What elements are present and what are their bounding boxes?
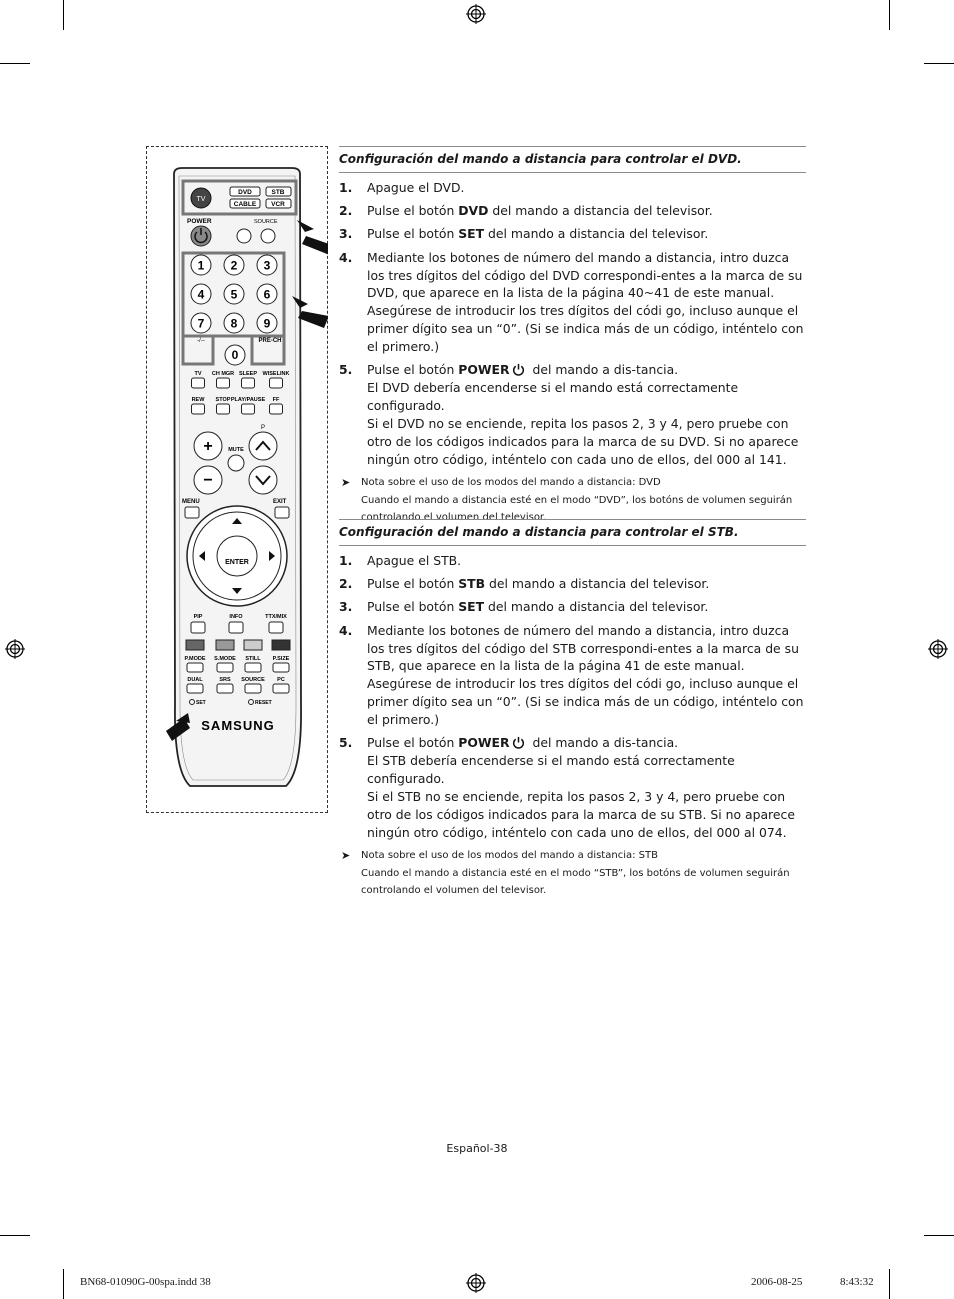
step-number: 5. [339,362,353,378]
step-text: Pulse el botón [367,735,459,751]
p-label: P [260,425,266,431]
remote-button-label: PLAY/PAUSE [230,397,266,403]
step-number: 1. [339,553,353,568]
note-text: Cuando el mando a distancia esté en el modo “STB”, los botóns de volumen seguirán controlando el volumen del televisor. [361,867,790,897]
remote-control-illustration [146,146,328,813]
note-arrow-icon: ➤ [341,849,351,863]
crop-mark [889,0,890,30]
step-text: Apague el STB. [367,553,462,568]
remote-button-label: SLEEP [238,371,258,377]
remote-button-label: WISELINK [262,371,290,377]
remote-button-label: STOP [215,397,231,403]
step-bold-text: POWER [458,362,510,378]
svg-text:−: − [203,472,213,489]
power-label: POWER [187,218,212,225]
step-text: Mediante los botones de número del mando a distancia, intro duzca los tres dígitos del código del DVD correspondi-entes a la marca de su DVD, que aparece en la lista de la página 40~41 de este manual. Asegúrese de introducir los tres dígitos del códi go, incluso aunque el primer dígito sea un “0”. (Si se indica más de un código, inténtelo con el primero.) [367,249,804,355]
step-bold-text: SET [458,599,485,615]
list-item [339,552,806,570]
remote-button-label: STILL [245,656,261,662]
footer-file: BN68-01090G-00spa.indd 38 [80,1276,211,1288]
remote-button-label: TTX/MIX [265,614,287,620]
step-text: Apague el DVD. [367,180,465,195]
mode-dvd-label: DVD [238,189,252,196]
step-text: El STB debería encenderse si el mando está correctamente configurado. [367,753,735,787]
step-text: Pulse el botón [367,599,459,615]
footer-time: 8:43:32 [840,1276,874,1288]
remote-button-label: P.SIZE [272,656,290,662]
stb-section-title: Configuración del mando a distancia para controlar el STB. [339,519,806,546]
mute-label: MUTE [228,447,244,453]
stb-steps-list [339,552,806,842]
stb-section [339,519,806,900]
svg-text:+: + [203,438,213,455]
step-number: 4. [339,249,353,265]
exit-label: EXIT [273,499,287,505]
list-item [339,179,806,197]
digit-2: 2 [230,258,238,273]
list-item [339,598,806,616]
dvd-steps-list [339,179,806,469]
step-number: 2. [339,576,353,592]
note-text: Cuando el mando a distancia esté en el modo “DVD”, los botóns de volumen seguirán controlando el volumen del televisor. [361,494,793,524]
prech-label: PRE-CH [258,338,282,344]
registration-mark-icon [928,639,948,659]
crop-mark [924,1235,954,1236]
note-arrow-icon: ➤ [341,476,351,490]
step-number: 1. [339,180,353,195]
remote-button-label: TV [194,371,202,377]
step-number: 3. [339,599,353,615]
mode-tv-label: TV [196,196,206,203]
brand-logo: SAMSUNG [201,718,275,733]
remote-button-label: PIP [193,614,203,620]
enter-label: ENTER [225,559,249,566]
crop-mark [63,0,64,30]
remote-button-label: SRS [219,677,231,683]
set-label: SET [196,700,206,706]
note-title: Nota sobre el uso de los modos del mando a distancia: DVD [361,477,661,489]
step-text: del mando a distancia del televisor. [488,203,713,219]
step-text: Pulse el botón [367,576,459,592]
crop-mark [889,1269,890,1299]
dvd-section-title: Configuración del mando a distancia para controlar el DVD. [339,146,806,173]
registration-mark-icon [466,4,486,24]
digit-4: 4 [197,287,205,302]
power-icon [512,363,525,376]
step-text: del mando a dis-tancia. [528,362,679,378]
list-item [339,734,806,841]
remote-button-label: S.MODE [214,656,236,662]
step-text: del mando a distancia del televisor. [485,576,710,592]
step-text: Mediante los botones de número del mando a distancia, intro duzca los tres dígitos del código del STB correspondi-entes a la marca de su STB, que aparece en la lista de la página 41 de este manual. Asegúrese de introducir los tres dígitos del códi go, incluso aunque el primer dígito sea un “0”. (Si se indica más de un código, inténtelo con el primero.) [367,622,804,728]
digit-0: 0 [231,348,239,362]
crop-mark [924,63,954,64]
step-text: Pulse el botón [367,226,459,242]
menu-label: MENU [182,499,200,505]
step-text: del mando a distancia del televisor. [484,226,709,242]
step-text: El DVD debería encenderse si el mando está correctamente configurado. [367,380,739,414]
step-bold-text: SET [458,226,485,242]
dvd-section [339,146,806,527]
digit-8: 8 [230,316,238,331]
remote-button-label: CH MGR [211,371,235,377]
stb-note [339,847,806,900]
step-bold-text: POWER [458,735,510,751]
crop-mark [0,1235,30,1236]
step-bold-text: DVD [458,203,489,219]
remote-button-label: PC [277,677,285,683]
remote-button-label: INFO [229,614,243,620]
step-number: 5. [339,735,353,751]
list-item [339,622,806,729]
crop-mark [0,63,30,64]
remote-button-label: FF [272,397,280,403]
list-item [339,361,806,468]
crop-mark [63,1269,64,1299]
power-icon [512,736,525,749]
list-item [339,202,806,220]
step-text: Pulse el botón [367,362,459,378]
list-item [339,225,806,243]
digit-7: 7 [197,316,205,331]
remote-button-label: REW [191,397,205,403]
remote-button-label: P.MODE [184,656,206,662]
step-text: Si el DVD no se enciende, repita los pasos 2, 3 y 4, pero pruebe con otro de los códigos indicados para la marca de su DVD. Si no aparece ningún otro código, inténtelo con cada uno de ellos, del 000 al 141. [367,416,799,467]
step-text: del mando a dis-tancia. [528,735,679,751]
list-item [339,249,806,356]
step-text: del mando a distancia del televisor. [484,599,709,615]
list-item [339,575,806,593]
footer-date: 2006-08-25 [751,1276,803,1288]
source-label: SOURCE [254,219,278,225]
step-number: 4. [339,622,353,638]
step-number: 3. [339,226,353,242]
mode-vcr-label: VCR [271,201,285,208]
digit-6: 6 [263,287,271,302]
step-text: Si el STB no se enciende, repita los pasos 2, 3 y 4, pero pruebe con otro de los códigos indicados para la marca de su STB. Si no aparece ningún otro código, inténtelo con cada uno de ellos, del 000 al 074. [367,789,795,840]
registration-mark-icon [5,639,25,659]
note-title: Nota sobre el uso de los modos del mando a distancia: STB [361,850,658,862]
remote-button-label: SOURCE [241,677,265,683]
step-text: Pulse el botón [367,203,459,219]
digit-1: 1 [197,258,205,273]
page-number: Español-38 [446,1142,508,1155]
digit-9: 9 [263,316,271,331]
dash-label: -/-- [197,338,205,344]
step-number: 2. [339,203,353,219]
digit-3: 3 [263,258,271,273]
mode-cable-label: CABLE [233,201,257,208]
step-bold-text: STB [458,576,486,592]
reset-label: RESET [255,700,272,706]
digit-5: 5 [230,287,238,302]
remote-button-label: DUAL [187,677,203,683]
mode-stb-label: STB [271,189,285,196]
registration-mark-icon [466,1273,486,1293]
